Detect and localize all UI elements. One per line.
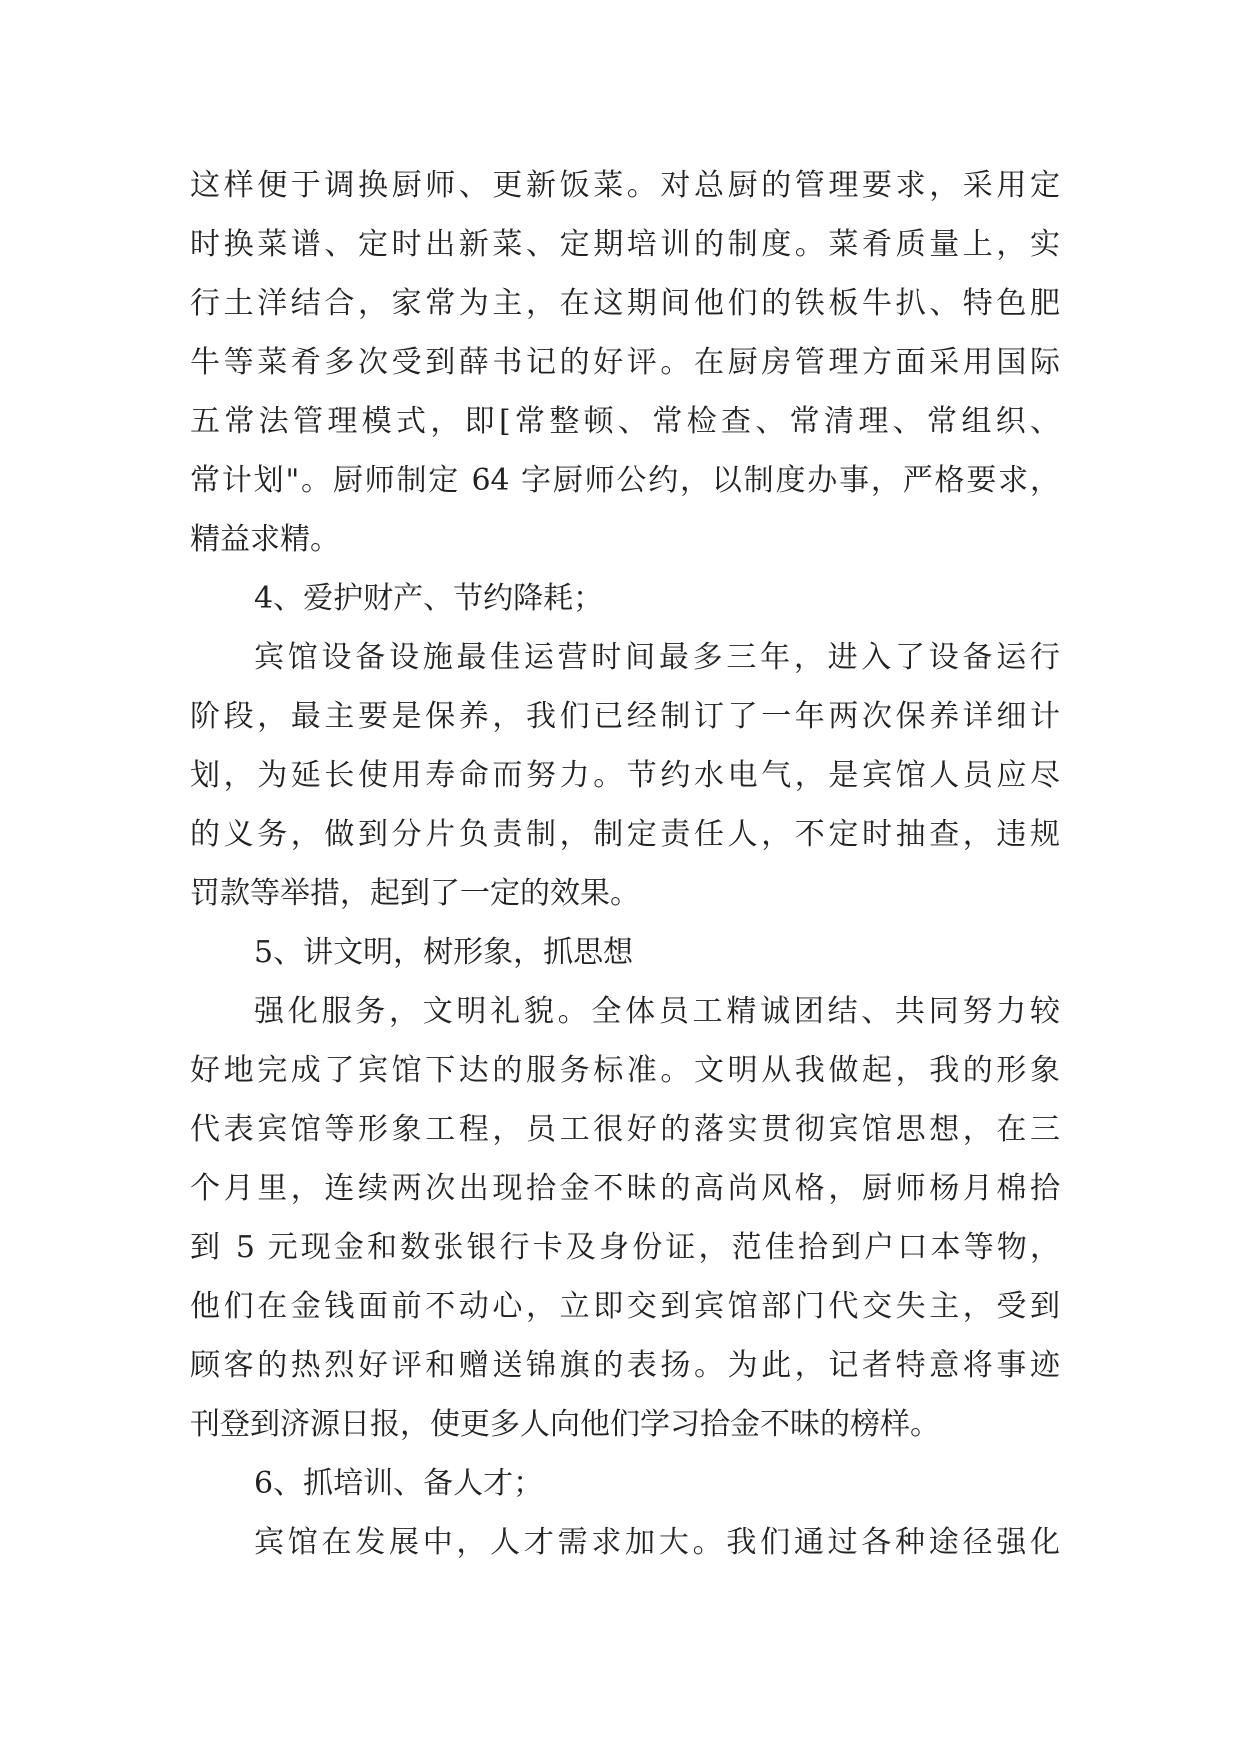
paragraph-line: 宾馆在发展中，人才需求加大。我们通过各种途径强化 [254,1525,1060,1560]
section-heading: 5、讲文明，树形象，抓思想 [254,935,634,970]
paragraph-line: 强化服务，文明礼貌。全体员工精诚团结、共同努力较 [254,994,1060,1029]
paragraph-line: 罚款等举措，起到了一定的效果。 [190,876,640,911]
paragraph-line: 行土洋结合，家常为主，在这期间他们的铁板牛扒、特色肥 [190,286,1060,321]
paragraph-line: 常计划"。厨师制定 64 字厨师公约，以制度办事，严格要求， [190,463,1060,498]
paragraph-line: 代表宾馆等形象工程，员工很好的落实贯彻宾馆思想，在三 [190,1112,1060,1147]
section-heading: 4、爱护财产、节约降耗； [254,581,604,616]
paragraph-line: 时换菜谱、定时出新菜、定期培训的制度。菜肴质量上，实 [190,227,1060,262]
paragraph-line: 精益求精。 [190,522,340,557]
paragraph-line: 到 5 元现金和数张银行卡及身份证，范佳拾到户口本等物， [190,1230,1060,1265]
paragraph-line: 顾客的热烈好评和赠送锦旗的表扬。为此，记者特意将事迹 [190,1348,1060,1383]
paragraph-line: 阶段，最主要是保养，我们已经制订了一年两次保养详细计 [190,699,1060,734]
paragraph-line: 这样便于调换厨师、更新饭菜。对总厨的管理要求，采用定 [190,168,1060,203]
paragraph-line: 划，为延长使用寿命而努力。节约水电气，是宾馆人员应尽 [190,758,1060,793]
paragraph-line: 宾馆设备设施最佳运营时间最多三年，进入了设备运行 [254,640,1060,675]
paragraph-line: 好地完成了宾馆下达的服务标准。文明从我做起，我的形象 [190,1053,1060,1088]
paragraph-line: 的义务，做到分片负责制，制定责任人，不定时抽查，违规 [190,817,1060,852]
paragraph-line: 五常法管理模式，即[常整顿、常检查、常清理、常组织、 [190,404,1060,439]
section-heading: 6、抓培训、备人才； [254,1466,544,1501]
paragraph-line: 个月里，连续两次出现拾金不昧的高尚风格，厨师杨月棉拾 [190,1171,1060,1206]
paragraph-line: 刊登到济源日报，使更多人向他们学习拾金不昧的榜样。 [190,1407,940,1442]
paragraph-line: 牛等菜肴多次受到薛书记的好评。在厨房管理方面采用国际 [190,345,1060,380]
paragraph-line: 他们在金钱面前不动心，立即交到宾馆部门代交失主，受到 [190,1289,1060,1324]
document-body [190,156,1060,1572]
